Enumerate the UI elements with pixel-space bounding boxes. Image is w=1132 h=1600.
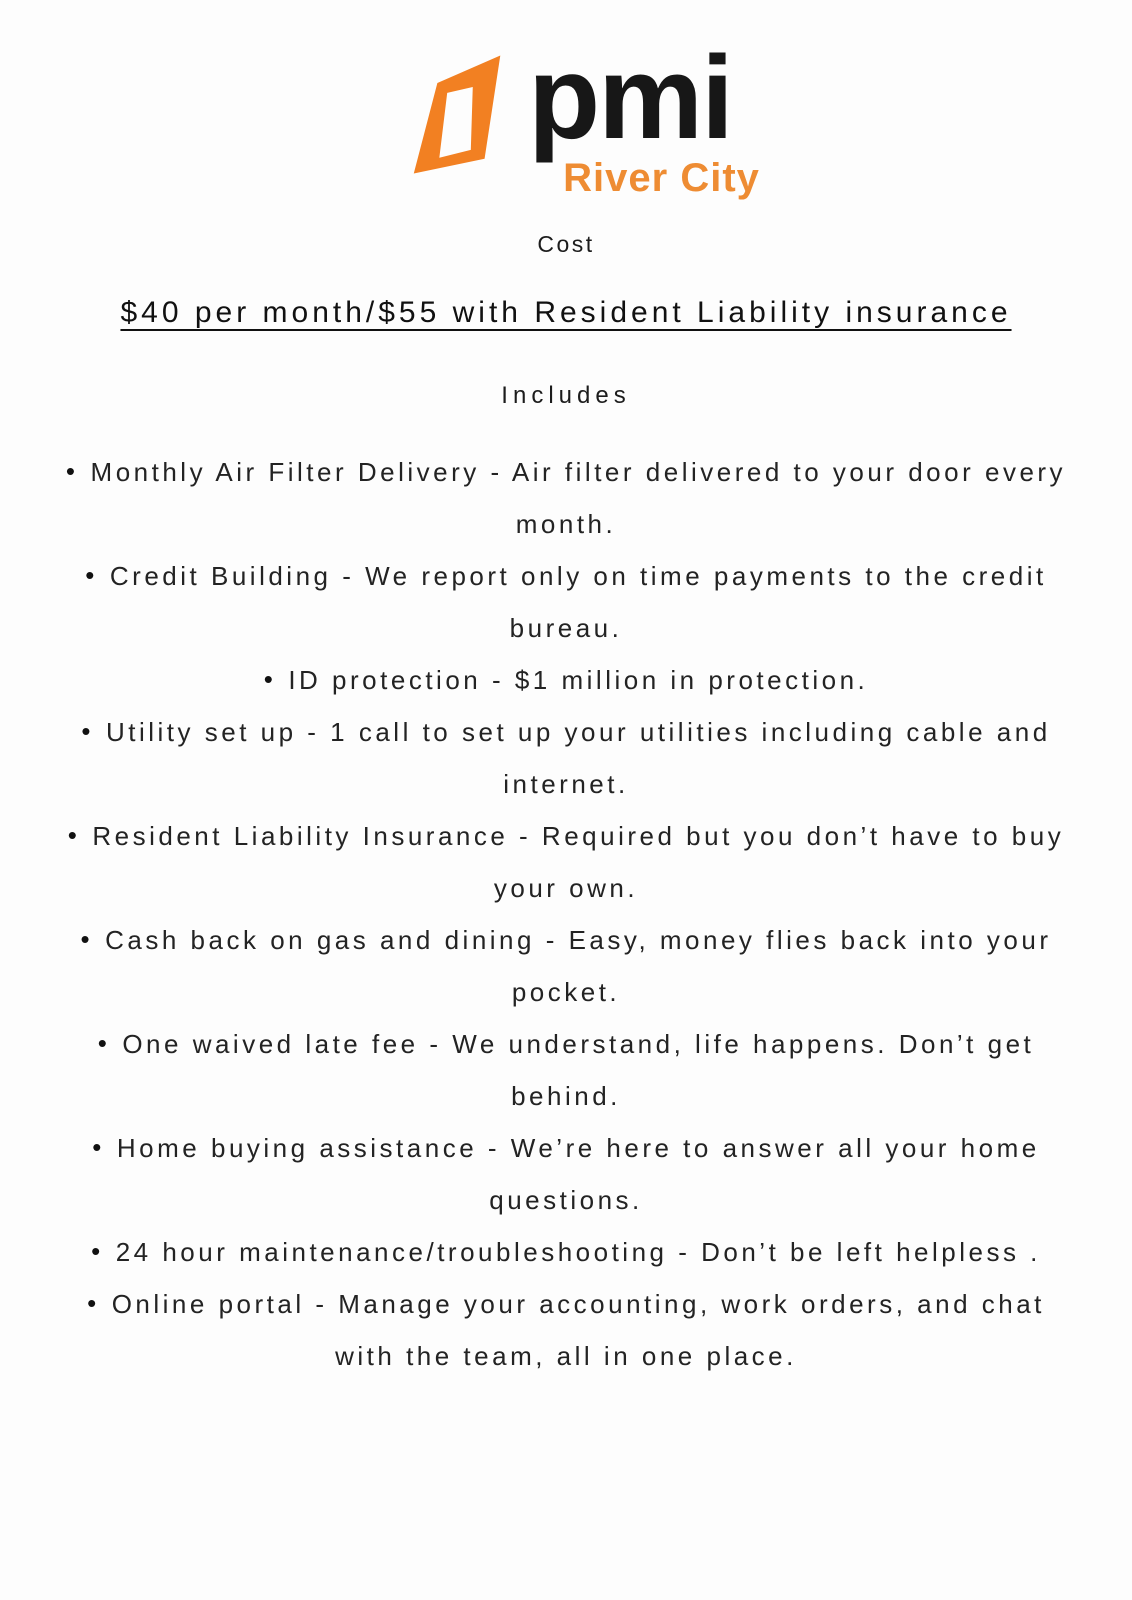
benefit-item bbox=[64, 1226, 1069, 1278]
bullet-icon: • bbox=[80, 924, 94, 954]
benefits-list bbox=[64, 446, 1069, 1382]
benefit-item bbox=[64, 1122, 1069, 1226]
benefit-item bbox=[64, 1018, 1069, 1122]
brand-subname: River City bbox=[563, 156, 760, 200]
benefit-item bbox=[64, 1278, 1069, 1382]
benefit-text: Cash back on gas and dining - Easy, money flies back into your pocket. bbox=[105, 925, 1052, 1007]
benefit-item bbox=[64, 654, 1069, 706]
bullet-icon: • bbox=[85, 560, 98, 590]
bullet-icon: • bbox=[263, 664, 277, 694]
benefit-text: ID protection - $1 million in protection. bbox=[288, 665, 869, 695]
benefit-item bbox=[64, 810, 1069, 914]
benefit-text: Credit Building - We report only on time payments to the credit bureau. bbox=[109, 561, 1047, 643]
benefit-text: Utility set up - 1 call to set up your utilities including cable and internet. bbox=[105, 717, 1051, 799]
pmi-door-icon bbox=[400, 52, 518, 180]
includes-label: Includes bbox=[501, 382, 631, 409]
benefit-item bbox=[64, 706, 1069, 810]
bullet-icon: • bbox=[81, 716, 94, 746]
bullet-icon: • bbox=[87, 1288, 100, 1318]
section-label-cost: Cost bbox=[537, 231, 595, 257]
benefit-text: Resident Liability Insurance - Required but you don’t have to buy your own. bbox=[92, 821, 1065, 903]
brand-name: pmi bbox=[528, 32, 732, 164]
bullet-icon: • bbox=[91, 1236, 104, 1266]
benefit-text: One waived late fee - We understand, life happens. Don’t get behind. bbox=[122, 1029, 1035, 1111]
bullet-icon: • bbox=[92, 1132, 105, 1162]
pmi-logo bbox=[46, 32, 1086, 201]
price-heading: $40 per month/$55 with Resident Liability insurance bbox=[120, 296, 1012, 329]
bullet-icon: • bbox=[65, 456, 79, 486]
benefit-text: Home buying assistance - We’re here to answer all your home questions. bbox=[116, 1133, 1040, 1215]
benefit-text: Online portal - Manage your accounting, work orders, and chat with the team, all in one place. bbox=[111, 1289, 1045, 1371]
bullet-icon: • bbox=[97, 1028, 111, 1058]
benefit-item bbox=[64, 550, 1069, 654]
benefit-item bbox=[64, 914, 1069, 1018]
benefit-text: Monthly Air Filter Delivery - Air filter delivered to your door every month. bbox=[90, 457, 1067, 539]
benefit-item bbox=[64, 446, 1069, 550]
bullet-icon: • bbox=[67, 820, 81, 850]
benefit-text: 24 hour maintenance/troubleshooting - Don’t be left helpless . bbox=[115, 1237, 1041, 1267]
